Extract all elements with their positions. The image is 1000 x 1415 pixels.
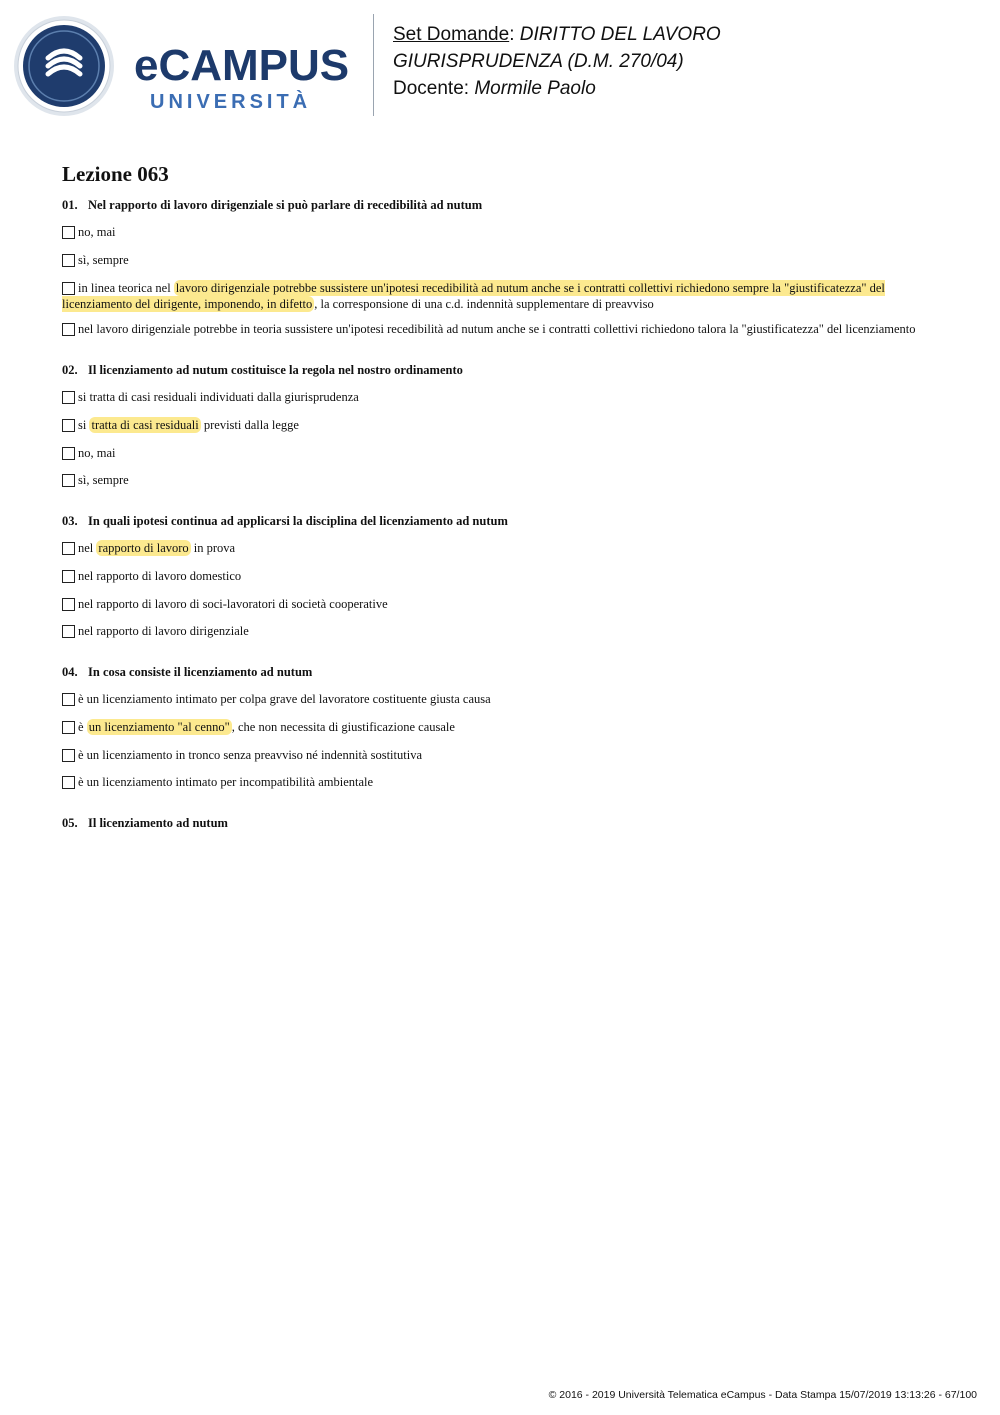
teacher-label: Docente: — [393, 78, 475, 99]
checkbox[interactable] — [62, 323, 75, 336]
header-divider — [373, 14, 374, 116]
checkbox[interactable] — [62, 570, 75, 583]
checkbox[interactable] — [62, 282, 75, 295]
checkbox[interactable] — [62, 776, 75, 789]
highlight: un licenziamento "al cenno" — [88, 720, 230, 734]
answer-option[interactable]: in linea teorica nel lavoro dirigenziale potrebbe sussistere un'ipotesi recedibilità ad nutum anche se i contratti collettivi richiedono sempre la "giustificatezza" del licenziamento del dirigente, imponendo, in difetto , la corresponsione di una c.d. indennità supplementare di preavviso — [62, 281, 885, 311]
set-separator: : — [509, 24, 520, 45]
highlight: rapporto di lavoro — [98, 541, 189, 555]
answer-option[interactable]: è un licenziamento "al cenno" , che non necessita di giustificazione causale — [62, 719, 455, 735]
question-05-title: 05. Il licenziamento ad nutum — [62, 816, 228, 830]
checkbox[interactable] — [62, 721, 75, 734]
answer-option[interactable]: si tratta di casi residuali previsti dalla legge — [62, 417, 299, 433]
lesson-title: Lezione 063 — [62, 162, 169, 186]
answer-option[interactable]: è un licenziamento intimato per incompatibilità ambientale — [62, 774, 373, 790]
answer-option[interactable]: si tratta di casi residuali individuati dalla giurisprudenza — [62, 389, 359, 405]
logo-brand: eCAMPUS — [134, 41, 350, 90]
checkbox[interactable] — [62, 474, 75, 487]
checkbox[interactable] — [62, 391, 75, 404]
answer-option[interactable]: è un licenziamento in tronco senza preavviso né indennità sostitutiva — [62, 747, 422, 763]
answer-option[interactable]: no, mai — [62, 224, 116, 240]
answer-option[interactable]: no, mai — [62, 445, 116, 461]
page-footer: © 2016 - 2019 Università Telematica eCampus - Data Stampa 15/07/2019 13:13:26 - 67/100 — [548, 1389, 977, 1401]
question-01-title: 01. Nel rapporto di lavoro dirigenziale si può parlare di recedibilità ad nutum — [62, 198, 483, 212]
degree-name: GIURISPRUDENZA (D.M. 270/04) — [393, 51, 684, 72]
checkbox[interactable] — [62, 625, 75, 638]
checkbox[interactable] — [62, 419, 75, 432]
checkbox[interactable] — [62, 749, 75, 762]
header-info — [393, 21, 721, 102]
checkbox[interactable] — [62, 226, 75, 239]
answer-option[interactable]: nel rapporto di lavoro in prova — [62, 540, 235, 556]
logo-emblem-icon — [14, 16, 114, 116]
answer-option[interactable]: nel rapporto di lavoro domestico — [62, 568, 241, 584]
logo-subtitle: UNIVERSITÀ — [150, 91, 312, 113]
answer-option[interactable]: sì, sempre — [62, 252, 129, 268]
set-label: Set Domande — [393, 24, 510, 45]
checkbox[interactable] — [62, 254, 75, 267]
checkbox[interactable] — [62, 693, 75, 706]
answer-option[interactable]: nel rapporto di lavoro dirigenziale — [62, 623, 249, 639]
highlight: lavoro dirigenziale potrebbe sussistere un'ipotesi recedibilità ad nutum anche se i contratti collettivi richiedono sempre la "giustificatezza" del licenziamento del dirigente, imponendo, in difetto — [62, 281, 885, 311]
course-name: DIRITTO DEL LAVORO — [519, 24, 721, 45]
ecampus-logo — [14, 14, 359, 118]
answer-option[interactable]: è un licenziamento intimato per colpa grave del lavoratore costituente giusta causa — [62, 691, 491, 707]
answer-option[interactable]: sì, sempre — [62, 472, 129, 488]
question-04-title: 04. In cosa consiste il licenziamento ad nutum — [62, 665, 313, 679]
checkbox[interactable] — [62, 542, 75, 555]
highlight: tratta di casi residuali — [91, 418, 199, 432]
question-03-title: 03. In quali ipotesi continua ad applicarsi la disciplina del licenziamento ad nutum — [62, 514, 508, 528]
checkbox[interactable] — [62, 447, 75, 460]
checkbox[interactable] — [62, 598, 75, 611]
answer-option[interactable]: nel lavoro dirigenziale potrebbe in teoria sussistere un'ipotesi recedibilità ad nutum anche se i contratti collettivi richiedono talora la "giustificatezza" del licenziamento — [62, 321, 916, 337]
answer-option[interactable]: nel rapporto di lavoro di soci-lavoratori di società cooperative — [62, 596, 388, 612]
teacher-name: Mormile Paolo — [474, 78, 596, 99]
question-02-title: 02. Il licenziamento ad nutum costituisce la regola nel nostro ordinamento — [62, 363, 463, 377]
